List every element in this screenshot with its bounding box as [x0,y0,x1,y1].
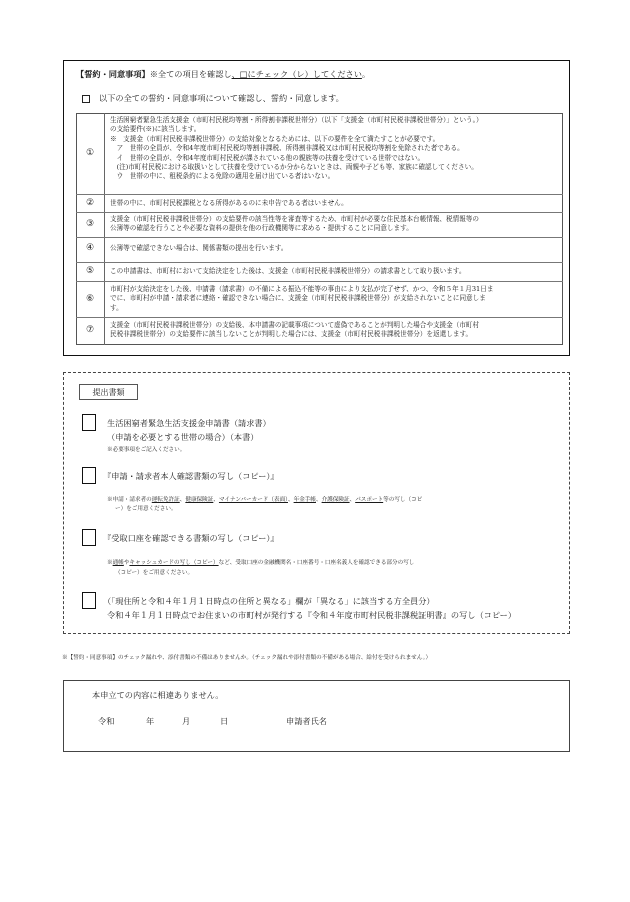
item-number: ⑤ [85,266,95,276]
pledge-header-underline: 、□にチェック（レ）してください [231,69,362,79]
pledge-item-6 [110,285,493,313]
doc-tax-certificate-line2: 令和４年１月１日時点でお住まいの市町村が発行する『令和４年度市町村民税非課税証明書』の写し（コピー） [107,610,517,620]
date-era-label: 令和 [98,716,115,726]
item-line: でに、市町村が申請・請求者に連絡・確認できない場合に、支援金（市町村民税非課税世帯分）が支給されないことに同意しま [110,294,486,303]
date-year-label: 年 [146,716,155,726]
item-line: (注)市町村民税における取扱いとして扶養を受けているか分からないときは、両親や子ども等、家族に確認してください。 [110,163,478,172]
doc-identity-note-line2: ー）をご用意ください。 [115,506,177,512]
item-number: ① [85,148,95,158]
item-line: ア 世帯の全員が、令和4年度市町村民税均等割非課税、所得割非課税又は市町村民税均等割を免除された者である。 [110,144,464,153]
pledge-header [76,69,370,80]
pledge-header-end: 。 [361,69,371,79]
pledge-header-bold: 【誓約・同意事項】 [76,69,150,79]
pledge-item-5: この申請書は、市町村において支給決定をした後は、支援金（市町村民税非課税世帯分）の請求書として取り扱います。 [110,267,466,275]
item-line: 支援金（市町村民税非課税世帯分）の支給要件の該当性等を審査等するため、市町村が必要な住民基本台帳情報、税情報等の [110,215,479,223]
item-line: 民税非課税世帯分）の支給要件に該当しないことが判明した場合には、支援金（市町村民税非課税世帯分）を返還します。 [110,330,473,339]
item-line: す。 [110,303,123,312]
note-underlined: 運転免許証 [151,497,180,503]
item-number: ⑦ [85,325,95,335]
row-divider [76,281,563,282]
applicant-name-label: 申請者氏名 [286,716,327,726]
doc-tax-certificate-checkbox[interactable] [82,592,96,609]
note-underlined: 介護保険証 [321,497,350,503]
note-underlined: 年金手帳 [293,497,316,503]
row-divider [76,262,563,263]
pledge-item-3 [110,215,479,234]
note-text: 、 [287,497,294,503]
row-divider [76,194,563,195]
date-day-label: 日 [220,716,229,726]
note-text: ※申請・請求者の [107,497,152,503]
doc-bank-account-checkbox[interactable] [82,529,96,546]
documents-title: 提出書類 [79,384,138,400]
item-line: イ 世帯の全員が、令和4年度市町村民税が課されている他の親族等の扶養を受けている世帯ではない。 [110,153,425,162]
doc-bank-account-note [107,559,414,567]
item-line: 公簿等の確認を行うことや必要な資料の提供を他の行政機関等に求める・提供することに同意します。 [110,224,413,233]
note-underlined: パスポート [355,497,384,503]
doc-application-checkbox[interactable] [82,414,96,431]
doc-identity-checkbox[interactable] [82,467,96,484]
item-number: ④ [85,243,95,253]
doc-application-note: ※必要事項をご記入ください。 [107,447,186,453]
declaration-statement: 本申立ての内容に相違ありません。 [92,690,224,700]
note-underlined: 健康保険証 [185,497,214,503]
pledge-item-1 [110,116,483,182]
pledge-item-4: 公簿等で確認できない場合は、関係書類の提出を行います。 [110,244,288,252]
note-text: 、 [179,497,186,503]
table-column-divider [104,113,105,345]
row-divider [76,212,563,213]
note-text: 、 [349,497,356,503]
note-text: や [123,560,130,566]
note-text: 、 [315,497,322,503]
master-consent-text: 以下の全ての誓約・同意事項について確認し、誓約・同意します。 [99,93,344,103]
item-line: 支援金（市町村民税非課税世帯分）の支給後、本申請書の記載事項について虚偽であることが判明した場合や支援金（市町村 [110,321,480,329]
pledge-item-7 [110,321,479,340]
doc-application-line2: （申請を必要とする世帯の場合）（本書） [107,432,259,442]
doc-tax-certificate-line1: （「現住所と令和４年１月１日時点の住所と異なる」欄が「異なる」に該当する方全員分） [103,596,435,606]
master-consent-checkbox[interactable] [82,95,90,103]
doc-bank-account-title: 『受取口座を確認できる書類の写し（コピー）』 [103,533,279,543]
note-text: 、 [213,497,219,503]
pledge-item-2: 世帯の中に、市町村民税課税となる所得があるのに未申告である者はいません。 [110,199,348,207]
row-divider [76,317,563,318]
doc-bank-account-note-line2: （コピー）をご用意ください。 [115,570,194,576]
note-underlined: マイナンバーカード（表面） [218,497,288,503]
doc-identity-note [107,496,422,504]
note-underlined: 通帳 [112,560,124,566]
row-divider [76,237,563,238]
note-text: ※ [107,560,113,566]
item-number: ⑥ [85,294,95,304]
doc-application-line1: 生活困窮者緊急生活支援金申請書（請求書） [107,418,271,428]
item-line: 市町村が支給決定をした後、申請書（請求書）の不備による振込不能等の事由により支払が完了せず、かつ、令和５年１月31日ま [110,285,494,293]
item-line: ウ 世帯の中に、租税条約による免除の適用を届け出ている者はいない。 [110,172,335,181]
note-text: など、受取口座の金融機関名・口座番号・口座名義人を確認できる部分の写し [218,560,415,566]
item-line: ※ 支援金（市町村民税非課税世帯分）の支給対象となるためには、以下の要件を全て満たすことが必要です。 [110,134,440,143]
note-text: 等の写し（コピ [383,497,423,503]
item-line: 生活困窮者緊急生活支援金（市町村民税均等割・所得割非課税世帯分）（以下「支援金（市町村民税非課税世帯分）」という。） [110,116,483,124]
date-month-label: 月 [182,716,191,726]
item-number: ② [85,198,95,208]
pledge-header-text: ※全ての項目を確認し [149,69,232,79]
footnote: ※【誓約・同意事項】のチェック漏れや、添付書類の不備はありませんか。（チェック漏れや添付書類の不備がある場合、給付を受けられません。） [62,655,432,661]
note-underlined: キャッシュカードの写し（コピー） [129,560,219,566]
doc-identity-title: 『申請・請求者本人確認書類の写し（コピー）』 [103,471,279,481]
item-number: ③ [85,219,95,229]
item-line: の支給要件(※)に該当します。 [110,125,201,134]
